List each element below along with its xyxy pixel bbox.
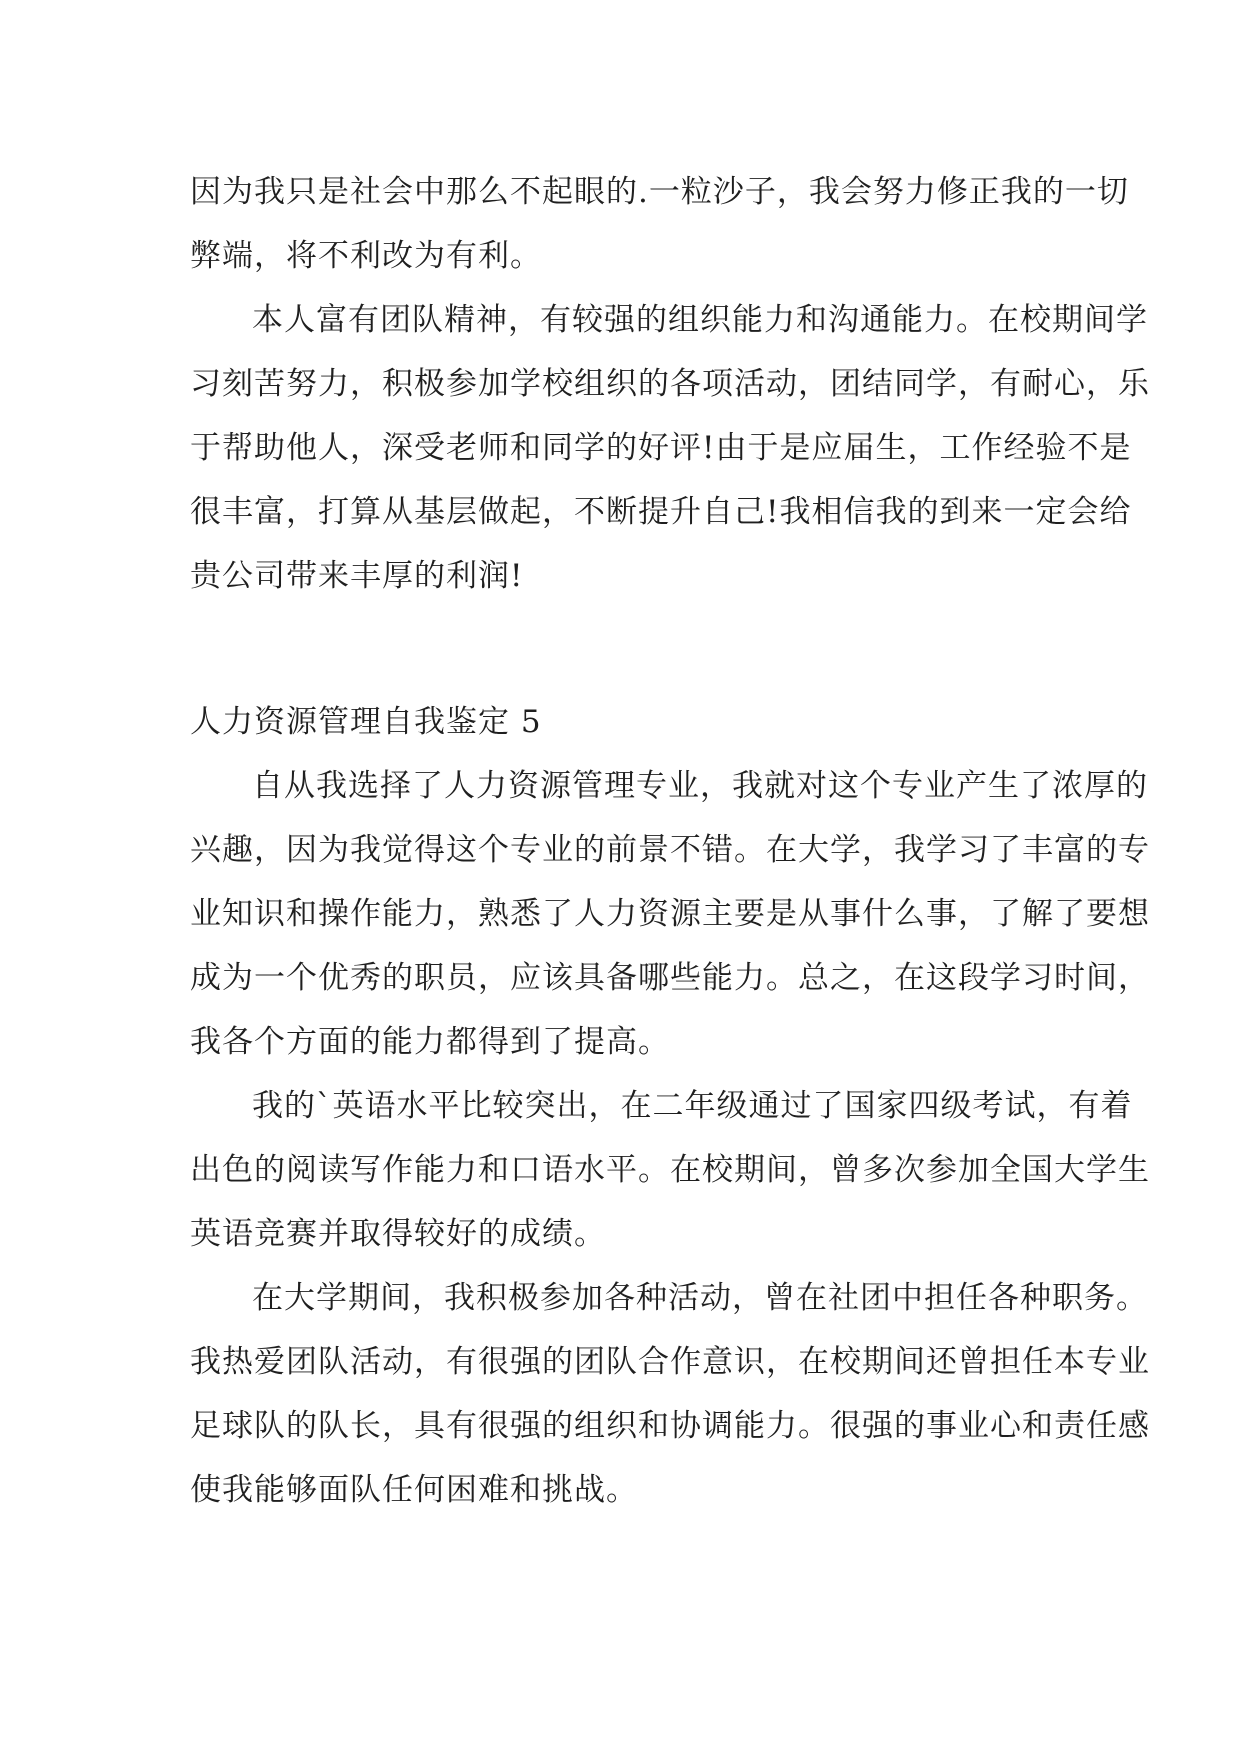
section-heading: 人力资源管理自我鉴定 5	[190, 704, 542, 740]
text-line: 使我能够面队任何困难和挑战。	[190, 1472, 638, 1508]
paragraph-activities	[190, 1266, 1150, 1522]
text-line: 业知识和操作能力，熟悉了人力资源主要是从事什么事，了解了要想	[190, 896, 1150, 932]
paragraph-self-evaluation	[190, 288, 1150, 608]
text-line: 自从我选择了人力资源管理专业，我就对这个专业产生了浓厚的	[252, 768, 1148, 804]
paragraph-continued	[190, 160, 1129, 288]
text-line: 本人富有团队精神，有较强的组织能力和沟通能力。在校期间学	[252, 302, 1148, 338]
text-line: 我热爱团队活动，有很强的团队合作意识，在校期间还曾担任本专业	[190, 1344, 1150, 1380]
document-body	[190, 160, 1150, 1522]
text-line: 我的`英语水平比较突出，在二年级通过了国家四级考试，有着	[252, 1088, 1133, 1124]
text-line: 兴趣，因为我觉得这个专业的前景不错。在大学，我学习了丰富的专	[190, 832, 1150, 868]
text-line: 很丰富，打算从基层做起，不断提升自己!我相信我的到来一定会给	[190, 494, 1132, 530]
text-line: 在大学期间，我积极参加各种活动，曾在社团中担任各种职务。	[252, 1280, 1148, 1316]
text-line: 弊端，将不利改为有利。	[190, 238, 542, 274]
text-line: 成为一个优秀的职员，应该具备哪些能力。总之，在这段学习时间，	[190, 960, 1150, 996]
paragraph-english-skills	[190, 1074, 1150, 1266]
text-line: 贵公司带来丰厚的利润!	[190, 558, 524, 594]
text-line: 于帮助他人，深受老师和同学的好评!由于是应届生，工作经验不是	[190, 430, 1132, 466]
text-line: 习刻苦努力，积极参加学校组织的各项活动，团结同学，有耐心，乐	[190, 366, 1150, 402]
text-line: 足球队的队长，具有很强的组织和协调能力。很强的事业心和责任感	[190, 1408, 1150, 1444]
text-line: 英语竞赛并取得较好的成绩。	[190, 1216, 606, 1252]
text-line: 出色的阅读写作能力和口语水平。在校期间，曾多次参加全国大学生	[190, 1152, 1150, 1188]
paragraph-major-interest	[190, 754, 1150, 1074]
text-line: 因为我只是社会中那么不起眼的.一粒沙子，我会努力修正我的一切	[190, 174, 1129, 210]
text-line: 我各个方面的能力都得到了提高。	[190, 1024, 670, 1060]
